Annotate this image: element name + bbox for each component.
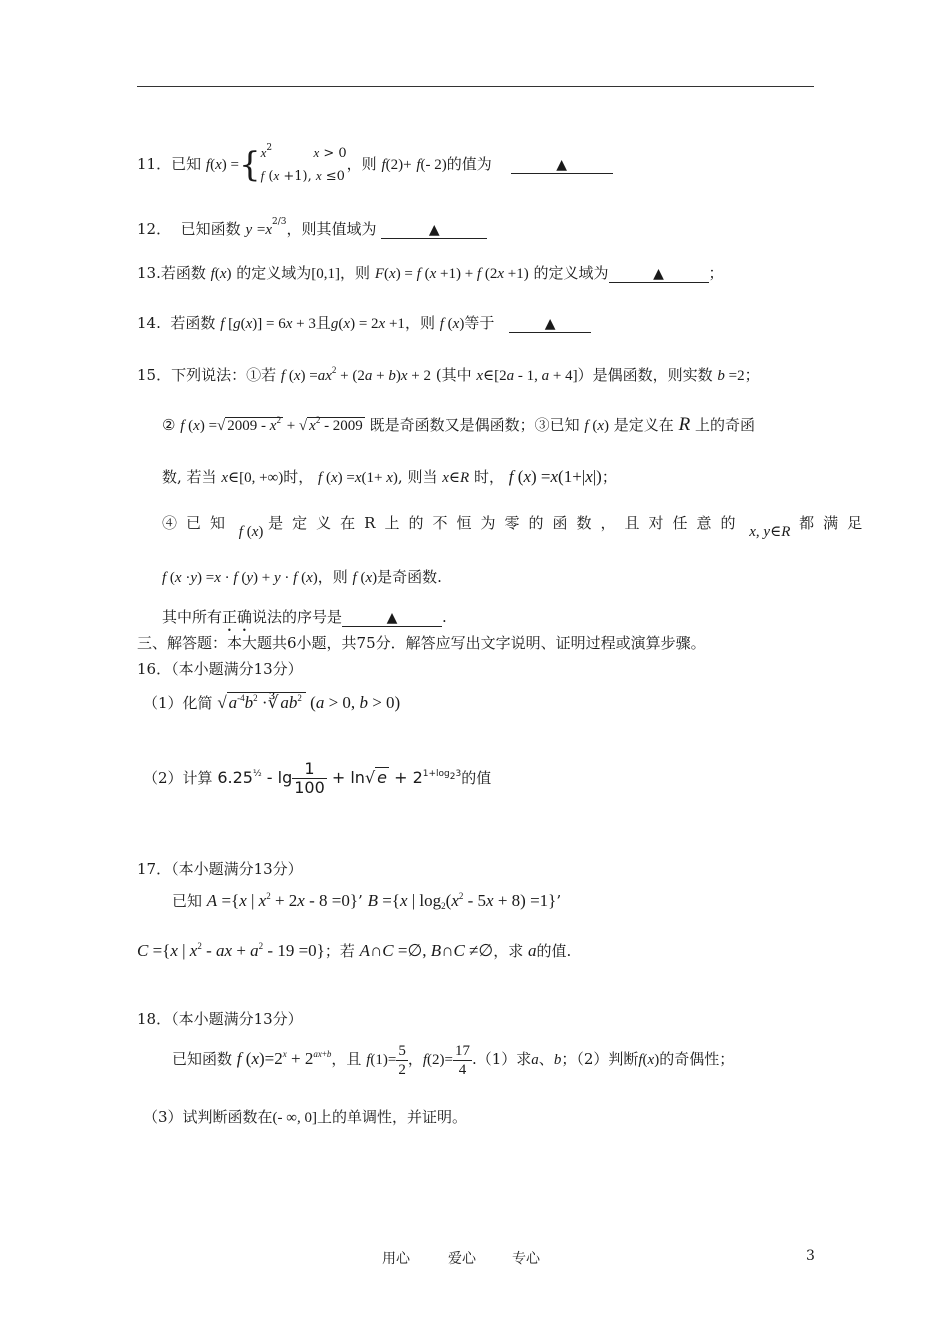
question-15-line-2 [162,414,755,437]
answer-blank[interactable] [511,156,613,174]
footer-text-2: 爱心 [448,1251,476,1267]
question-text: 且 [315,314,331,332]
question-text: 已知函数 [180,220,241,238]
formula-interval: (- ∞, 0] [272,1110,317,1126]
question-text: ，则 [317,568,348,586]
question-text: ，求 [493,942,524,960]
question-number: 14. [137,314,161,332]
formula-a: a [531,1051,539,1068]
section-3-heading: 三、解答题：本大题共6小题，共75分．解答应写出文字说明、证明过程或演算步骤。 [137,634,706,652]
formula-set-conditions: A∩C =∅, B∩C ≠∅ [359,941,494,960]
question-16-heading: 16．（本小题满分13分） [137,660,303,678]
formula-fx-arg: (x) = [210,157,239,173]
question-15-line-3 [162,466,617,489]
formula-fx: f (x) [352,570,378,586]
question-text: （2）计算 [143,769,213,787]
formula-compute: $6.25^{\frac{1}{2}}$ - lg $\frac{1}{100}$ + ln√ $e + 2^{1+log_23}$ [217,759,462,797]
item-marker: ② [162,416,176,434]
question-15-line-5 [162,566,442,589]
question-text: 是奇函数. [377,568,442,586]
question-text: 既是奇函数又是偶函数；③已知 [369,416,580,434]
formula-fx-def: f (x) =x(1+ x) [318,470,398,486]
question-13: 13.若函数 f(x) 的定义域为[0,1]，则 F(x) = f (x +1) + f (2x +1) 的定义域为 ▲ ； [137,264,724,282]
question-11: 11．已知 $f(x) =\{x^2$ x > 0 f (x +1), x ≤0，则 f(2)+ f(- 2)的值为 ▲ [137,142,613,188]
question-17-heading: 17．（本小题满分13分） [137,860,303,878]
formula-interval: x∈[0, +∞) [221,470,284,486]
formula-fx-abs: f (x) =x(1+|x|) [508,467,602,486]
formula-fx: f (x) [584,418,609,434]
formula-fx: f [210,266,215,282]
question-14 [137,312,591,335]
punctuation: ， [407,1049,423,1068]
question-text: 的奇偶性； [659,1049,735,1068]
question-text: 其中所有 [162,608,223,626]
question-16-part-1 [143,692,400,714]
formula-set-A: A ={x | $x^2 + 2x - 8 =0$} [206,891,358,910]
formula-set-C: C ={x | $x^2$ - ax + $a^2 - 19 =0$} [137,941,325,960]
question-18-line-2 [143,1106,467,1129]
header-rule [137,86,814,87]
question-17-line-2 [137,940,571,962]
question-text: 若函数 [170,314,216,332]
triangle-icon: ▲ [544,316,556,332]
punctuation: ’ [556,892,562,910]
punctuation: 、 [538,1049,554,1068]
punctuation: ’ [358,892,363,910]
question-number: 11． [137,155,172,173]
question-number: 15． [137,366,172,384]
formula-gx: g(x) = 2x +1 [330,316,405,332]
question-text: , 则当 [397,468,438,486]
question-text: ，则 [404,314,435,332]
formula-fx: f(x) [638,1051,660,1068]
question-text: ，则 [346,155,377,173]
question-text: .（1）求 [471,1049,532,1068]
question-17-line-1 [172,890,561,912]
question-text: ）是偶函数，则实数 [577,366,713,384]
formula-R: R [678,414,691,435]
question-12: 12． 已知函数 $y =x^{2/3}$，则其值域为 ▲ [137,218,487,241]
question-text: 说法的序号是 [252,608,343,626]
question-text: ，则 [340,264,371,282]
question-text: 都满足 [799,514,872,532]
formula-domain: x∈[2a - 1, a + 4] [476,368,578,384]
question-text: 已知 [172,892,203,910]
formula-exp-function: f $(x)=2^x + 2^{ax+b}$ [236,1048,332,1068]
formula-simplify: √ $a^{-4}b^2$ ·∛ $ab^2$ (a > 0, b > 0) [217,693,401,712]
emphasized-text: 正确 [222,608,253,626]
question-text: ；（2）判断 [561,1049,639,1068]
question-text: 时， [473,468,504,486]
piecewise-cases: $x^2$ x > 0 f (x +1), x ≤0 [260,143,347,184]
question-text: ，且 [331,1049,362,1068]
question-text: 已知 [171,155,202,173]
question-18-heading: 18．（本小题满分13分） [137,1010,303,1028]
piecewise-brace: { [238,145,261,185]
question-18-line-1 [172,1042,734,1079]
question-text: ；若 [324,942,355,960]
question-text: 的值. [536,942,572,960]
answer-blank[interactable] [381,221,487,239]
formula-quadratic: f $(x) =ax^2 + (2a + b)x + 2$ [280,365,431,384]
question-text: ，则其值域为 [286,220,377,238]
question-text: 是定义在R上的不恒为零的函数，且对任意的 [268,514,745,532]
question-15-line-6 [162,606,447,635]
question-text: 的值 [461,769,492,787]
formula-b: b [553,1051,562,1068]
punctuation: ； [601,468,617,486]
formula-x-in-R: x∈R [442,470,470,486]
formula-fx: f [205,157,211,173]
punctuation: . [442,608,447,626]
formula-a: a [528,941,537,960]
question-text: 的值为 [446,155,492,173]
footer-text-1: 用心 [382,1251,410,1267]
question-number: 12． [137,220,172,238]
page-number: 3 [806,1248,815,1264]
formula-set-B: B ={x | $\log_2(x^2 - 5x + 8) =1$} [367,891,557,911]
formula-interval: [0,1] [311,266,341,282]
triangle-icon: ▲ [653,266,664,282]
question-text: 时， [283,468,314,486]
question-text: 上的奇函 [694,416,755,434]
triangle-icon: ▲ [386,610,398,626]
answer-blank[interactable] [509,315,591,333]
triangle-icon: ▲ [428,222,440,238]
punctuation: ； [708,264,724,282]
question-text: ④已知 [162,514,235,532]
formula-xy-in-R: x, y∈R [749,524,791,540]
question-text: （1）化简 [143,694,213,712]
question-16-part-2 [143,760,491,797]
question-text: 是定义在 [613,416,674,434]
footer-text-3: 专心 [512,1251,540,1267]
question-text: （3）试判断函数在 [143,1108,273,1126]
formula-f1: f(1)= $\frac{5}{2}$ [366,1043,406,1078]
formula-functional-equation: f (x ·y) =x · f (y) + y · f (x) [162,570,318,586]
question-text: 已知函数 [172,1049,233,1068]
question-text: 的定义域为 [236,264,312,282]
question-text: 下列说法：①若 [171,366,277,384]
formula-fgx: f [g(x)] = 6x + 3 [220,316,316,332]
question-text: 若函数 [160,264,206,282]
question-text: 等于 [464,314,495,332]
question-15-line-4 [162,512,871,543]
answer-blank[interactable] [609,265,709,283]
formula-sqrt-function: f (x) =√ $2009 - x^2$ + √ $x^2 - 2009$ [180,415,363,434]
question-text: (其中 [435,366,472,384]
formula-b-value: b =2 [717,368,745,384]
punctuation: ； [744,366,760,384]
question-text: 的定义域为 [533,264,609,282]
formula-f2-value: f(2)= $\frac{17}{4}$ [422,1043,470,1078]
question-15-line-1 [137,364,760,387]
formula-fx: f (x) [238,524,264,540]
question-number: 13. [137,264,161,282]
triangle-icon: ▲ [556,157,567,173]
answer-blank[interactable] [342,609,442,627]
formula-fx: f (x) [439,316,465,332]
question-text: 数, 若当 [162,468,217,486]
question-text: 上的单调性，并证明。 [316,1108,467,1126]
formula-f2: f [381,157,386,173]
formula-y: y [245,222,253,238]
formula-Fx: F [374,266,385,282]
